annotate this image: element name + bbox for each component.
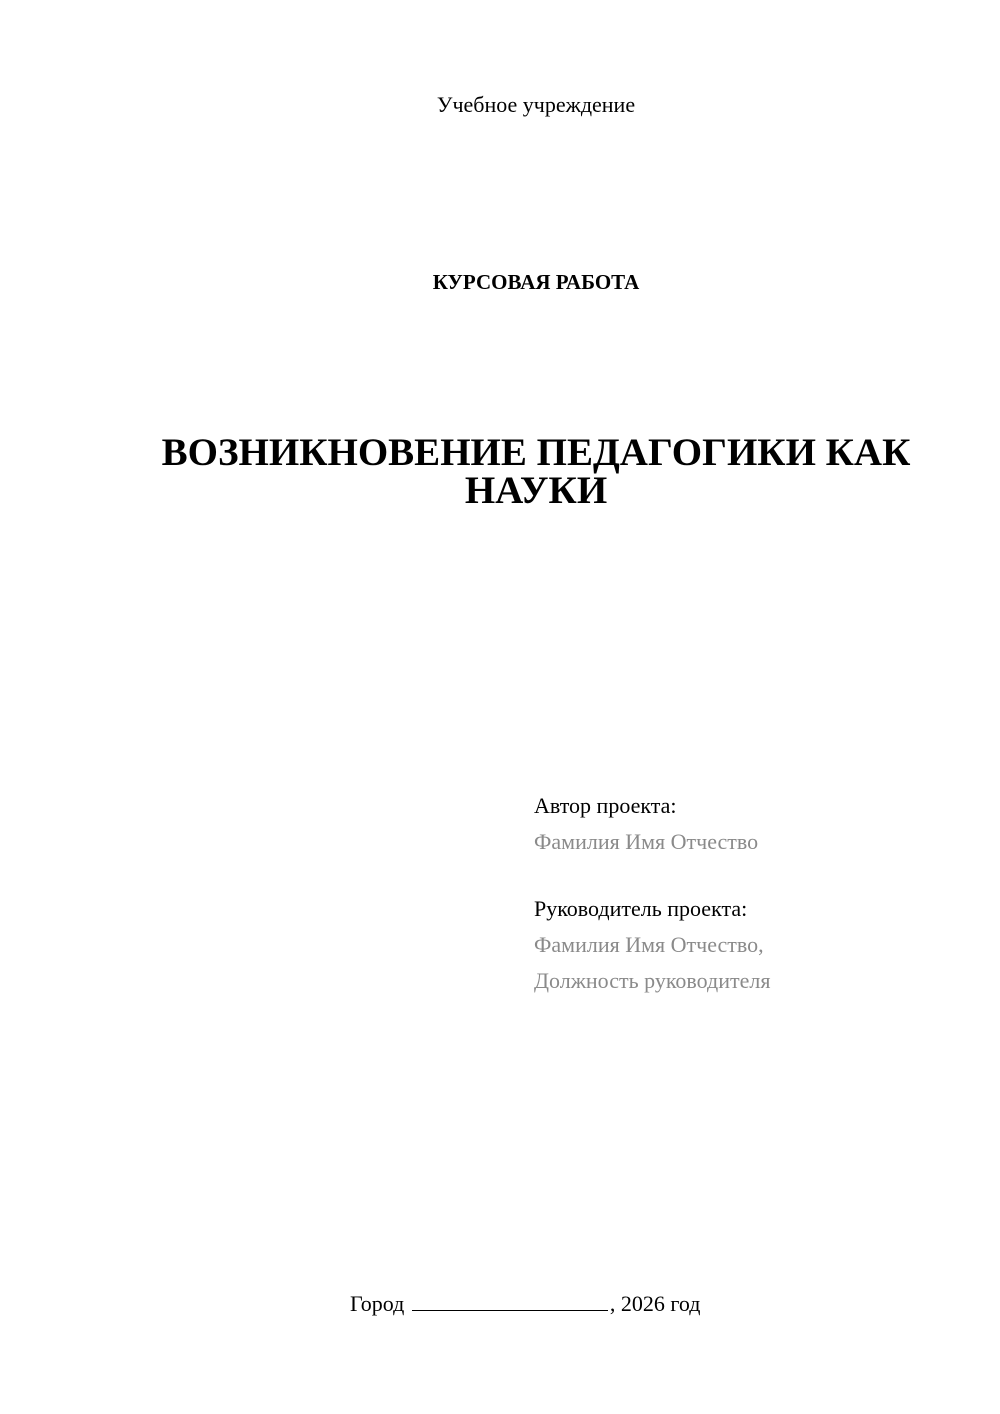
supervisor-label: Руководитель проекта: <box>534 896 748 921</box>
city-blank-line <box>412 1290 608 1311</box>
document-title: ВОЗНИКНОВЕНИЕ ПЕДАГОГИКИ КАК НАУКИ <box>161 431 911 512</box>
supervisor-position-placeholder: Должность руководителя <box>534 968 771 993</box>
work-type-heading: КУРСОВАЯ РАБОТА <box>432 270 640 294</box>
city-year-line <box>350 1290 700 1317</box>
city-label: Город <box>350 1291 405 1316</box>
credits-spacer <box>534 860 770 891</box>
credits-block <box>534 788 770 999</box>
author-name-placeholder: Фамилия Имя Отчество <box>534 829 759 854</box>
year-text: , 2026 год <box>609 1291 701 1316</box>
institution-name: Учебное учреждение <box>436 92 636 117</box>
supervisor-name-placeholder: Фамилия Имя Отчество, <box>534 932 764 957</box>
author-label: Автор проекта: <box>534 793 677 818</box>
